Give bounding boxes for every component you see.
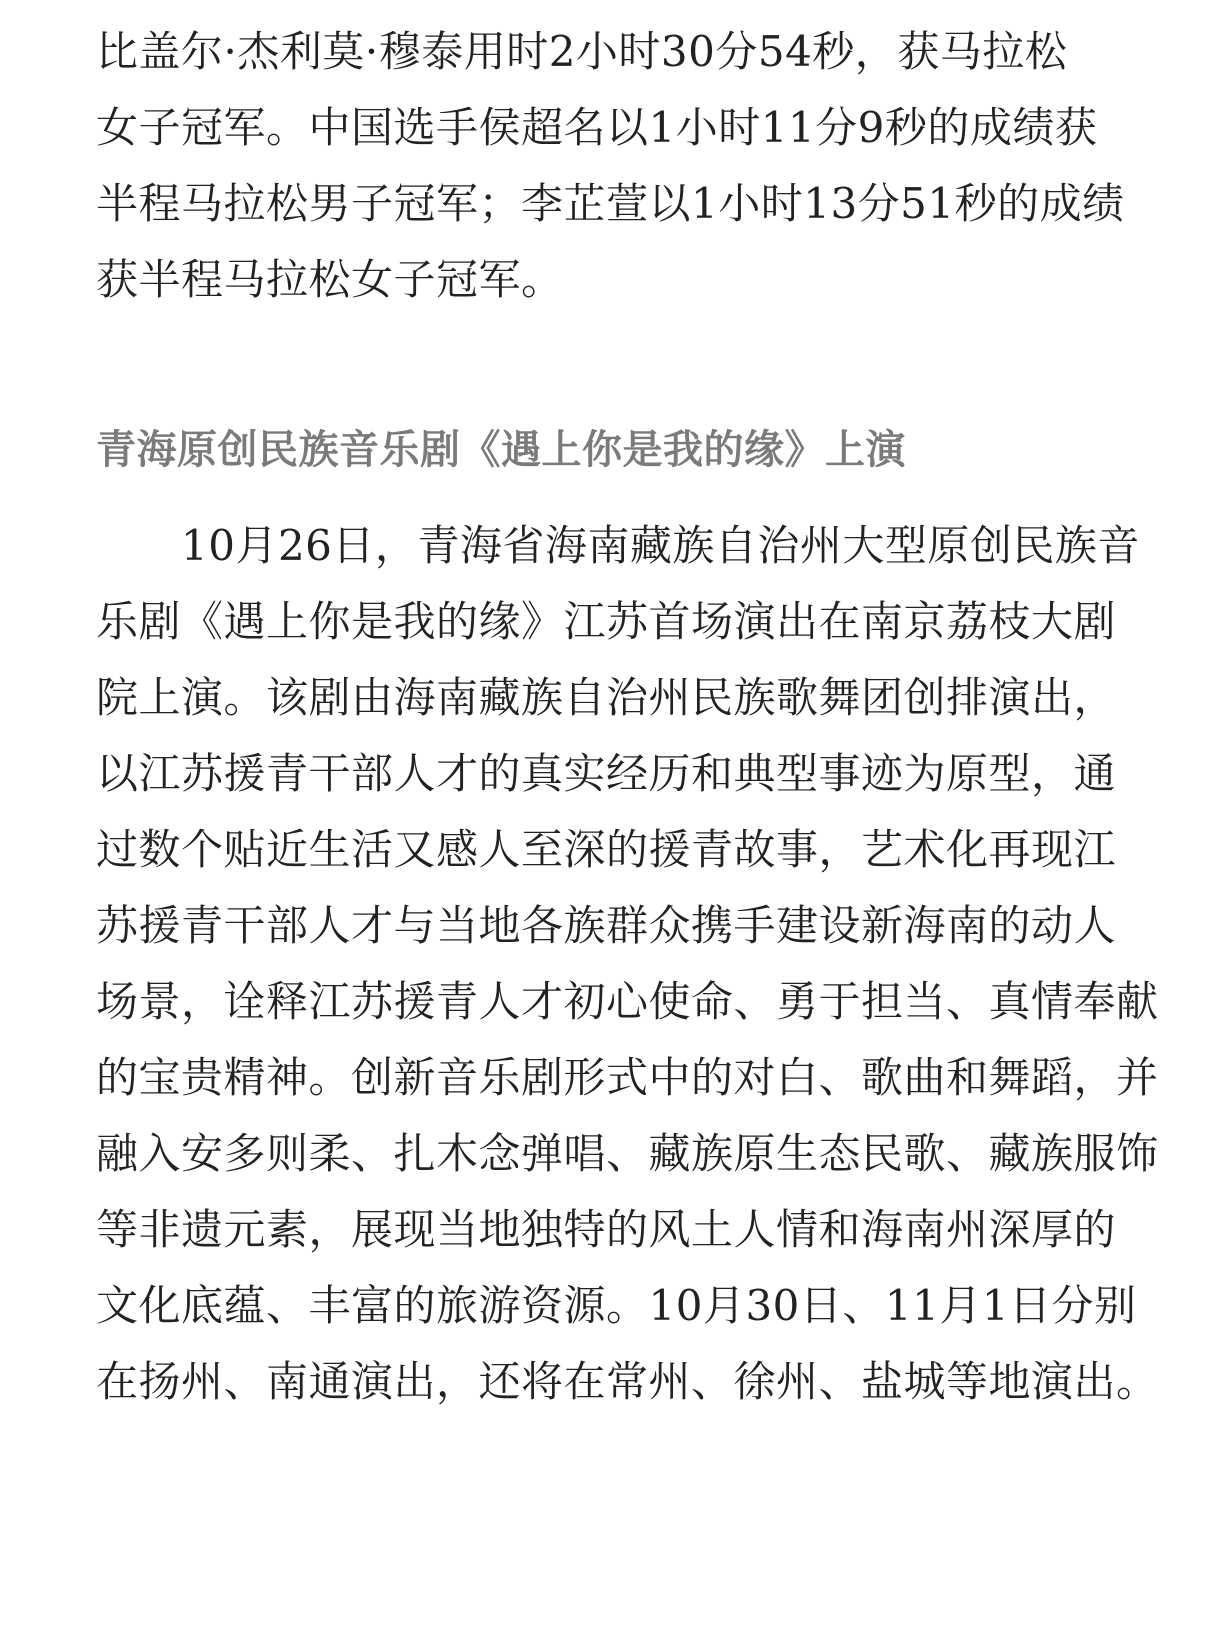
text-line: 院上演。该剧由海南藏族自治州民族歌舞团创排演出， (96, 673, 1117, 722)
text-line: 苏援青干部人才与当地各族群众携手建设新海南的动人 (96, 901, 1117, 950)
text-line: 获半程马拉松女子冠军。 (96, 255, 564, 304)
document-page (96, 14, 1166, 1420)
section-gap (96, 318, 1166, 410)
paragraph-results (96, 14, 1166, 318)
text-line: 等非遗元素，展现当地独特的风土人情和海南州深厚的 (96, 1205, 1117, 1254)
text-line: 10月26日，青海省海南藏族自治州大型原创民族音 (96, 521, 1140, 570)
text-line: 过数个贴近生活又感人至深的援青故事，艺术化再现江 (96, 825, 1117, 874)
section-heading: 青海原创民族音乐剧《遇上你是我的缘》上演 (96, 427, 906, 473)
text-line: 女子冠军。中国选手侯超名以1小时11分9秒的成绩获 (96, 103, 1098, 152)
text-line: 乐剧《遇上你是我的缘》江苏首场演出在南京荔枝大剧 (96, 597, 1117, 646)
heading-spacer (96, 490, 1166, 508)
text-line: 在扬州、南通演出，还将在常州、徐州、盐城等地演出。 (96, 1357, 1159, 1406)
text-line: 比盖尔·杰利莫·穆泰用时2小时30分54秒，获马拉松 (96, 27, 1068, 76)
text-line: 的宝贵精神。创新音乐剧形式中的对白、歌曲和舞蹈，并 (96, 1053, 1159, 1102)
text-line: 以江苏援青干部人才的真实经历和典型事迹为原型，通 (96, 749, 1117, 798)
text-line: 文化底蕴、丰富的旅游资源。10月30日、11月1日分别 (96, 1281, 1137, 1330)
text-line: 半程马拉松男子冠军；李芷萱以1小时13分51秒的成绩 (96, 179, 1125, 228)
paragraph-musical (96, 508, 1166, 1420)
text-line: 融入安多则柔、扎木念弹唱、藏族原生态民歌、藏族服饰 (96, 1129, 1159, 1178)
text-line: 场景，诠释江苏援青人才初心使命、勇于担当、真情奉献 (96, 977, 1159, 1026)
